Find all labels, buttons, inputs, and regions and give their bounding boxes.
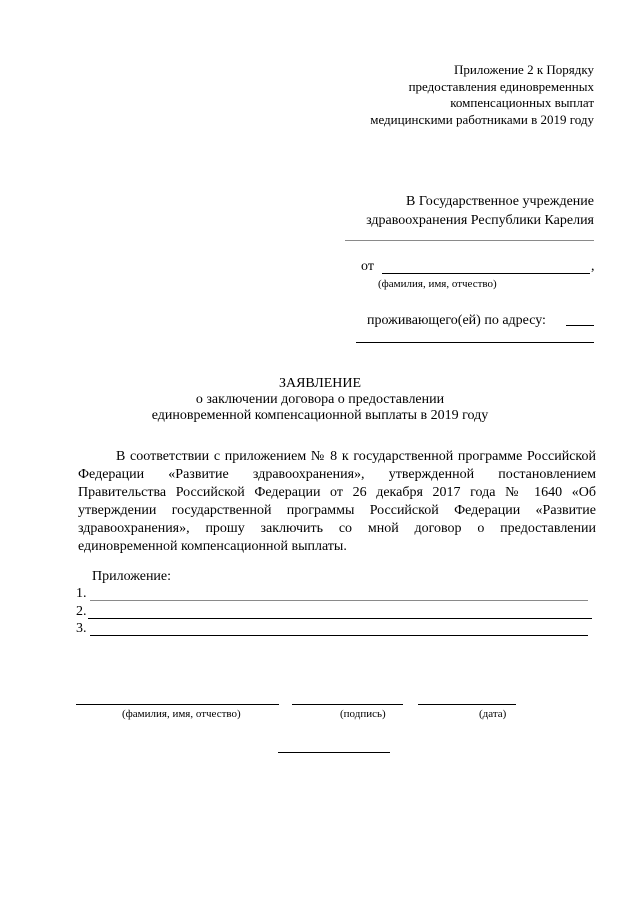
addressee-extra-line[interactable] xyxy=(345,240,594,241)
statement-title-block xyxy=(0,376,640,424)
statement-title: ЗАЯВЛЕНИЕ xyxy=(278,376,362,391)
date-field[interactable] xyxy=(418,704,516,705)
date-caption: (дата) xyxy=(479,708,507,720)
extra-signature-line[interactable] xyxy=(278,752,390,753)
attachment-field-3[interactable] xyxy=(90,635,588,636)
attachment-field-1[interactable] xyxy=(90,600,588,601)
from-prefix: от xyxy=(361,259,374,274)
attachment-field-2[interactable] xyxy=(88,618,592,619)
addressee-line: В Государственное учреждение xyxy=(406,194,594,209)
statement-subtitle-line: единовременной компенсационной выплаты в 2019 году xyxy=(151,408,489,423)
signature-caption: (подпись) xyxy=(340,708,386,720)
signature-field[interactable] xyxy=(292,704,403,705)
appendix-line: компенсационных выплат xyxy=(450,95,594,110)
applicant-name-caption: (фамилия, имя, отчество) xyxy=(378,278,497,290)
addressee-block xyxy=(274,192,594,230)
attachments-label: Приложение: xyxy=(92,569,172,584)
applicant-name-field[interactable] xyxy=(382,273,590,274)
from-comma: , xyxy=(591,259,595,274)
statement-body: В соответствии с приложением № 8 к государственной программе Российской Федерации «Развитие здравоохранения», утвержденной постановлением Правительства Российской Федерации от 26 декабря 2017 года № 1640 «Об утверждении государственной программы Российской Федерации «Развитие здравоохранения», прошу заключить со мной договор о предоставлении единовременной компенсационной выплаты. xyxy=(78,449,596,554)
signature-name-caption: (фамилия, имя, отчество) xyxy=(122,708,241,720)
address-field-line-1[interactable] xyxy=(566,325,594,326)
attachment-number: 1. xyxy=(76,586,87,601)
attachment-number: 3. xyxy=(76,621,87,636)
addressee-line: здравоохранения Республики Карелия xyxy=(366,213,594,228)
attachment-number: 2. xyxy=(76,604,87,619)
appendix-header xyxy=(274,62,594,128)
appendix-line: медицинскими работниками в 2019 году xyxy=(370,111,594,127)
address-field-line-2[interactable] xyxy=(356,342,594,343)
appendix-line: Приложение 2 к Порядку xyxy=(454,62,594,77)
statement-subtitle-line: о заключении договора о предоставлении xyxy=(195,392,445,407)
address-label: проживающего(ей) по адресу: xyxy=(367,313,546,328)
signature-name-field[interactable] xyxy=(76,704,279,705)
appendix-line: предоставления единовременных xyxy=(408,78,594,94)
